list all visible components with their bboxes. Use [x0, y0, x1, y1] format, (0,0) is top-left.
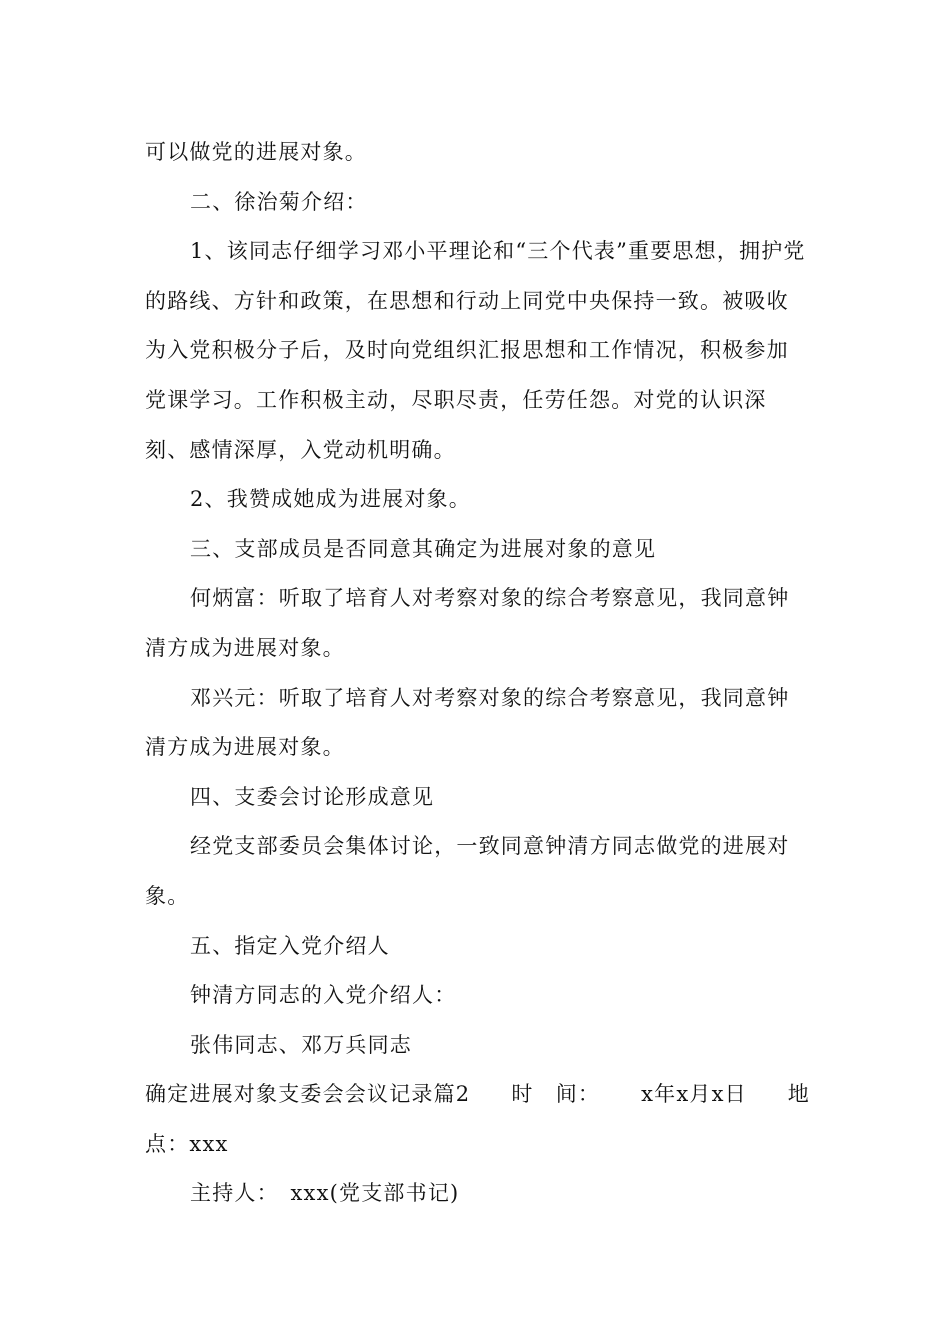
record-time-label: 时 间： — [511, 1082, 601, 1107]
document-page — [145, 128, 810, 1219]
paragraph-approval: 2、我赞成她成为进展对象。 — [190, 487, 471, 512]
record-place-label: 地 — [787, 1082, 810, 1107]
paragraph-opinion-2: 邓兴元：听取了培育人对考察对象的综合考察意见，我同意钟清方成为进展对象。 — [145, 685, 790, 760]
record-host: 主持人： xxx(党支部书记) — [190, 1181, 460, 1206]
section-heading-3: 三、支部成员是否同意其确定为进展对象的意见 — [190, 536, 657, 561]
paragraph-opinion-1: 何炳富：听取了培育人对考察对象的综合考察意见，我同意钟清方成为进展对象。 — [145, 586, 790, 660]
paragraph-discussion: 经党支部委员会集体讨论，一致同意钟清方同志做党的进展对象。 — [145, 834, 790, 908]
section-heading-2: 二、徐治菊介绍： — [190, 189, 368, 214]
record-place: 点：xxx — [145, 1131, 229, 1156]
section-heading-4: 四、支委会讨论形成意见 — [190, 784, 435, 809]
paragraph-introduction: 1、该同志仔细学习邓小平理论和“三个代表”重要思想，拥护党的路线、方针和政策，在思想和行动上同党中央保持一致。被吸收为入党积极分子后，及时向党组织汇报思想和工作情况，积极参加党课学习。工作积极主动，尽职尽责，任劳任怨。对党的认识深刻、感情深厚，入党动机明确。 — [145, 239, 806, 462]
record-time-value: x年x月x日 — [641, 1082, 747, 1107]
paragraph-introducers: 张伟同志、邓万兵同志 — [190, 1032, 412, 1057]
record-header-line — [145, 1070, 810, 1120]
paragraph-introducer-label: 钟清方同志的入党介绍人： — [190, 983, 457, 1008]
section-heading-5: 五、指定入党介绍人 — [190, 933, 390, 958]
paragraph-line: 可以做党的进展对象。 — [145, 140, 367, 164]
record-title: 确定进展对象支委会会议记录篇2 — [145, 1082, 471, 1107]
